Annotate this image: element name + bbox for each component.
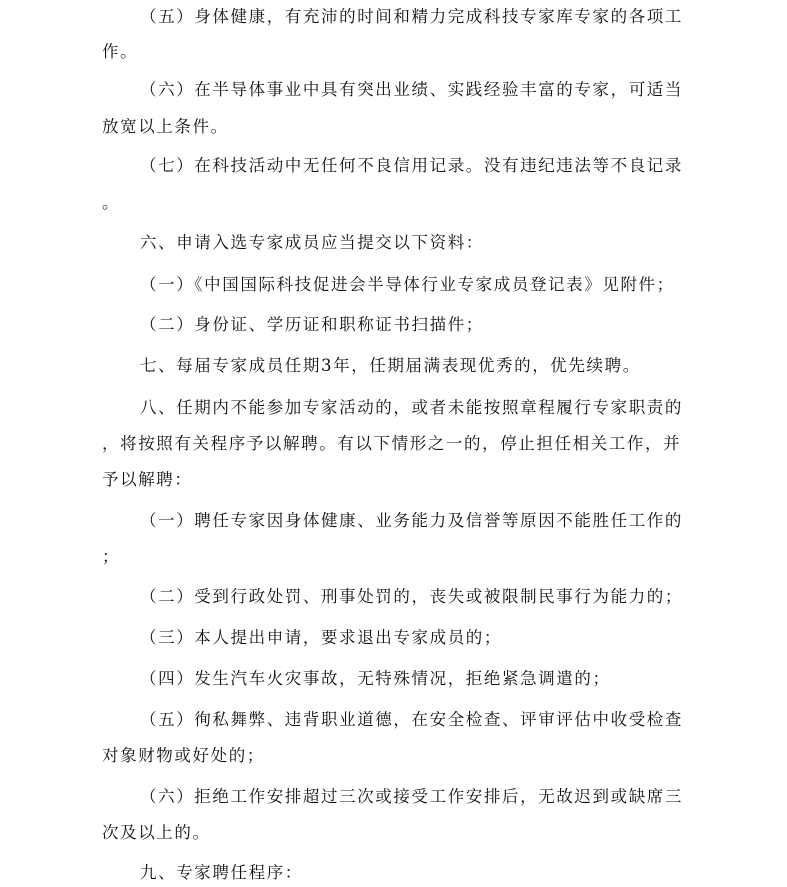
section5-item6-line2: 放宽以上条件。 (102, 117, 229, 136)
section5-item7-line2: 。 (102, 193, 121, 212)
section8-item5-line1: （五）徇私舞弊、违背职业道德，在安全检查、评审评估中收受检查 (140, 710, 683, 729)
section5-item6-line1: （六）在半导体事业中具有突出业绩、实践经验丰富的专家，可适当 (140, 80, 683, 99)
section8-item2: （二）受到行政处罚、刑事处罚的，丧失或被限制民事行为能力的； (140, 587, 683, 606)
section8-para-line2: ，将按照有关程序予以解聘。有以下情形之一的，停止担任相关工作，并 (102, 434, 682, 453)
section8-para-line3: 予以解聘： (102, 470, 193, 489)
section6-item1: （一）《中国国际科技促进会半导体行业专家成员登记表》见附件； (140, 275, 675, 294)
section8-item4: （四）发生汽车火灾事故，无特殊情况，拒绝紧急调遣的； (140, 669, 611, 688)
section8-item3: （三）本人提出申请，要求退出专家成员的； (140, 628, 502, 647)
section5-item5-line1: （五）身体健康，有充沛的时间和精力完成科技专家库专家的各项工 (140, 7, 683, 26)
section9-heading: 九、专家聘任程序： (140, 863, 303, 882)
section8-item6-line2: 次及以上的。 (102, 823, 211, 842)
section8-para-line1: 八、任期内不能参加专家活动的，或者未能按照章程履行专家职责的 (140, 398, 683, 417)
section8-item1-line1: （一）聘任专家因身体健康、业务能力及信誉等原因不能胜任工作的 (140, 511, 683, 530)
section6-item2: （二）身份证、学历证和职称证书扫描件； (140, 315, 484, 334)
section8-item5-line2: 对象财物或好处的； (102, 746, 265, 765)
section8-item6-line1: （六）拒绝工作安排超过三次或接受工作安排后，无故迟到或缺席三 (140, 787, 683, 806)
section6-heading: 六、申请入选专家成员应当提交以下资料： (140, 233, 484, 252)
section5-item5-line2: 作。 (102, 42, 139, 61)
section8-item1-line2: ； (102, 547, 121, 566)
section7-heading: 七、每届专家成员任期3年，任期届满表现优秀的，优先续聘。 (140, 356, 641, 375)
section5-item7-line1: （七）在科技活动中无任何不良信用记录。没有违纪违法等不良记录 (140, 156, 683, 175)
